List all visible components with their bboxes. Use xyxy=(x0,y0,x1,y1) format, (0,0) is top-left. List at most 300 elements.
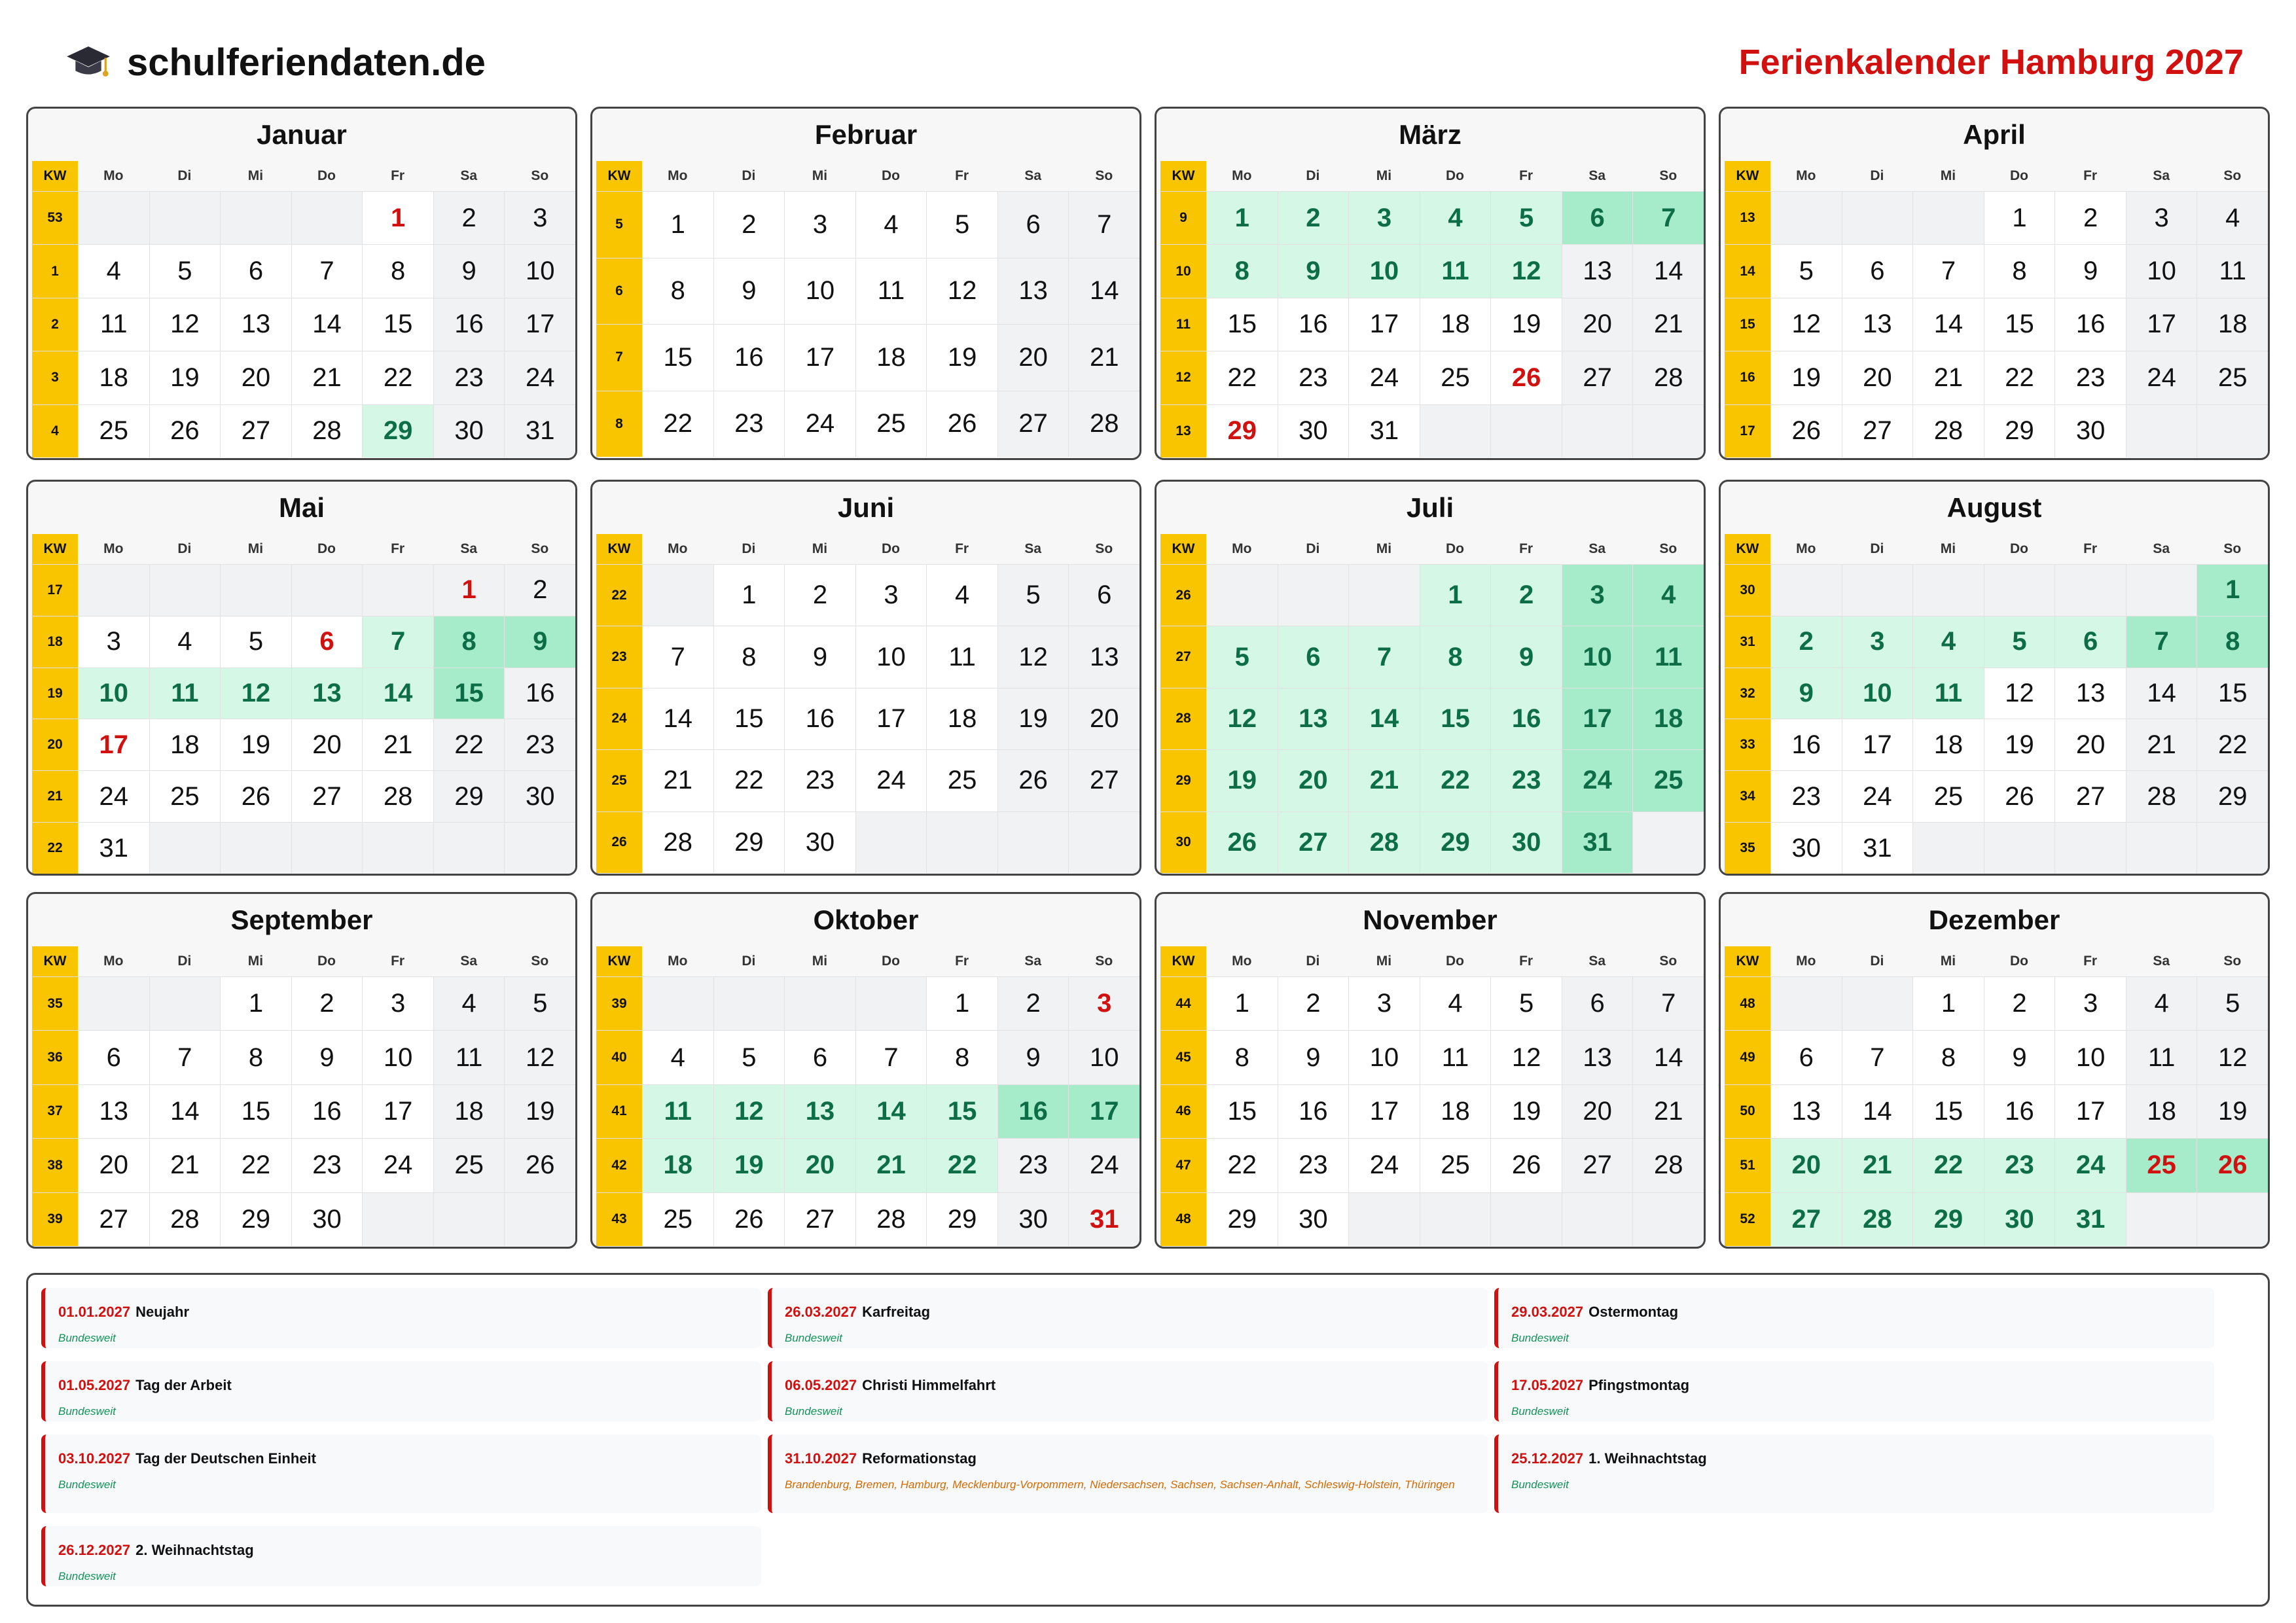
day-cell[interactable]: 24 xyxy=(1562,750,1633,811)
day-cell[interactable]: 22 xyxy=(433,719,505,770)
day-cell[interactable]: 9 xyxy=(1278,245,1349,297)
day-cell[interactable]: 28 xyxy=(1632,1139,1704,1192)
day-cell[interactable]: 20 xyxy=(78,1139,149,1192)
day-cell[interactable]: 4 xyxy=(1632,565,1704,626)
day-cell[interactable]: 13 xyxy=(784,1085,855,1138)
day-cell[interactable]: 21 xyxy=(149,1139,221,1192)
day-cell[interactable]: 1 xyxy=(362,192,433,244)
day-cell[interactable]: 2 xyxy=(291,977,363,1030)
day-cell[interactable]: 2 xyxy=(504,565,575,616)
day-cell[interactable]: 2 xyxy=(433,192,505,244)
day-cell[interactable]: 23 xyxy=(1278,351,1349,404)
day-cell[interactable]: 5 xyxy=(713,1031,785,1084)
day-cell[interactable]: 4 xyxy=(926,565,997,626)
day-cell[interactable]: 10 xyxy=(362,1031,433,1084)
day-cell[interactable]: 23 xyxy=(713,391,785,457)
day-cell[interactable]: 23 xyxy=(504,719,575,770)
day-cell[interactable]: 13 xyxy=(1842,298,1913,351)
day-cell[interactable]: 9 xyxy=(1770,668,1842,719)
day-cell[interactable]: 27 xyxy=(1842,405,1913,457)
day-cell[interactable]: 25 xyxy=(2197,351,2268,404)
day-cell[interactable]: 17 xyxy=(855,688,927,749)
day-cell[interactable]: 11 xyxy=(433,1031,505,1084)
day-cell[interactable]: 18 xyxy=(1912,719,1984,770)
day-cell[interactable]: 10 xyxy=(855,626,927,687)
day-cell[interactable]: 26 xyxy=(713,1193,785,1246)
day-cell[interactable]: 12 xyxy=(1490,245,1562,297)
day-cell[interactable]: 4 xyxy=(78,245,149,297)
day-cell[interactable]: 7 xyxy=(1068,192,1139,258)
day-cell[interactable]: 22 xyxy=(1912,1139,1984,1192)
day-cell[interactable]: 3 xyxy=(504,192,575,244)
day-cell[interactable]: 11 xyxy=(2197,245,2268,297)
day-cell[interactable]: 1 xyxy=(642,192,713,258)
day-cell[interactable]: 10 xyxy=(1562,626,1633,687)
day-cell[interactable]: 25 xyxy=(149,771,221,822)
day-cell[interactable]: 16 xyxy=(433,298,505,351)
day-cell[interactable]: 19 xyxy=(149,351,221,404)
day-cell[interactable]: 13 xyxy=(220,298,291,351)
day-cell[interactable]: 3 xyxy=(362,977,433,1030)
day-cell[interactable]: 6 xyxy=(291,616,363,668)
day-cell[interactable]: 29 xyxy=(2197,771,2268,822)
day-cell[interactable]: 4 xyxy=(149,616,221,668)
day-cell[interactable]: 19 xyxy=(997,688,1069,749)
day-cell[interactable]: 25 xyxy=(1420,1139,1491,1192)
day-cell[interactable]: 27 xyxy=(78,1193,149,1246)
day-cell[interactable]: 8 xyxy=(642,259,713,325)
day-cell[interactable]: 1 xyxy=(1420,565,1491,626)
day-cell[interactable]: 5 xyxy=(149,245,221,297)
day-cell[interactable]: 24 xyxy=(855,750,927,811)
day-cell[interactable]: 25 xyxy=(78,405,149,457)
day-cell[interactable]: 26 xyxy=(1770,405,1842,457)
day-cell[interactable]: 27 xyxy=(997,391,1069,457)
day-cell[interactable]: 3 xyxy=(1562,565,1633,626)
day-cell[interactable]: 15 xyxy=(1206,1085,1278,1138)
day-cell[interactable]: 15 xyxy=(1420,688,1491,749)
day-cell[interactable]: 20 xyxy=(1562,1085,1633,1138)
day-cell[interactable]: 27 xyxy=(220,405,291,457)
day-cell[interactable]: 15 xyxy=(926,1085,997,1138)
day-cell[interactable]: 12 xyxy=(149,298,221,351)
day-cell[interactable]: 19 xyxy=(1984,719,2055,770)
day-cell[interactable]: 20 xyxy=(997,325,1069,391)
day-cell[interactable]: 26 xyxy=(1984,771,2055,822)
day-cell[interactable]: 25 xyxy=(1420,351,1491,404)
day-cell[interactable]: 30 xyxy=(1278,405,1349,457)
day-cell[interactable]: 15 xyxy=(642,325,713,391)
day-cell[interactable]: 14 xyxy=(2126,668,2197,719)
day-cell[interactable]: 5 xyxy=(997,565,1069,626)
day-cell[interactable]: 14 xyxy=(642,688,713,749)
day-cell[interactable]: 1 xyxy=(1984,192,2055,244)
day-cell[interactable]: 26 xyxy=(997,750,1069,811)
day-cell[interactable]: 24 xyxy=(784,391,855,457)
day-cell[interactable]: 5 xyxy=(1770,245,1842,297)
day-cell[interactable]: 24 xyxy=(2126,351,2197,404)
day-cell[interactable]: 18 xyxy=(78,351,149,404)
day-cell[interactable]: 30 xyxy=(504,771,575,822)
day-cell[interactable]: 1 xyxy=(713,565,785,626)
day-cell[interactable]: 6 xyxy=(1278,626,1349,687)
day-cell[interactable]: 8 xyxy=(926,1031,997,1084)
day-cell[interactable]: 2 xyxy=(1490,565,1562,626)
day-cell[interactable]: 18 xyxy=(926,688,997,749)
day-cell[interactable]: 21 xyxy=(2126,719,2197,770)
day-cell[interactable]: 20 xyxy=(1278,750,1349,811)
day-cell[interactable]: 26 xyxy=(220,771,291,822)
day-cell[interactable]: 31 xyxy=(1068,1193,1139,1246)
day-cell[interactable]: 23 xyxy=(997,1139,1069,1192)
day-cell[interactable]: 11 xyxy=(642,1085,713,1138)
day-cell[interactable]: 9 xyxy=(784,626,855,687)
day-cell[interactable]: 11 xyxy=(855,259,927,325)
day-cell[interactable]: 4 xyxy=(1912,616,1984,668)
day-cell[interactable]: 8 xyxy=(1420,626,1491,687)
day-cell[interactable]: 28 xyxy=(1842,1193,1913,1246)
day-cell[interactable]: 21 xyxy=(362,719,433,770)
day-cell[interactable]: 4 xyxy=(433,977,505,1030)
day-cell[interactable]: 6 xyxy=(1562,192,1633,244)
day-cell[interactable]: 16 xyxy=(2054,298,2126,351)
day-cell[interactable]: 26 xyxy=(1490,351,1562,404)
day-cell[interactable]: 5 xyxy=(1490,977,1562,1030)
day-cell[interactable]: 28 xyxy=(149,1193,221,1246)
day-cell[interactable]: 29 xyxy=(220,1193,291,1246)
day-cell[interactable]: 27 xyxy=(784,1193,855,1246)
day-cell[interactable]: 15 xyxy=(1206,298,1278,351)
day-cell[interactable]: 24 xyxy=(1348,351,1420,404)
day-cell[interactable]: 10 xyxy=(2126,245,2197,297)
day-cell[interactable]: 26 xyxy=(504,1139,575,1192)
day-cell[interactable]: 31 xyxy=(1562,812,1633,873)
day-cell[interactable]: 17 xyxy=(362,1085,433,1138)
day-cell[interactable]: 25 xyxy=(1632,750,1704,811)
day-cell[interactable]: 30 xyxy=(1490,812,1562,873)
day-cell[interactable]: 21 xyxy=(642,750,713,811)
day-cell[interactable]: 12 xyxy=(713,1085,785,1138)
day-cell[interactable]: 22 xyxy=(1206,1139,1278,1192)
day-cell[interactable]: 19 xyxy=(220,719,291,770)
day-cell[interactable]: 21 xyxy=(1912,351,1984,404)
day-cell[interactable]: 10 xyxy=(1842,668,1913,719)
day-cell[interactable]: 18 xyxy=(433,1085,505,1138)
day-cell[interactable]: 10 xyxy=(504,245,575,297)
day-cell[interactable]: 14 xyxy=(362,668,433,719)
day-cell[interactable]: 19 xyxy=(2197,1085,2268,1138)
day-cell[interactable]: 7 xyxy=(149,1031,221,1084)
day-cell[interactable]: 11 xyxy=(78,298,149,351)
day-cell[interactable]: 9 xyxy=(1984,1031,2055,1084)
day-cell[interactable]: 25 xyxy=(926,750,997,811)
day-cell[interactable]: 30 xyxy=(433,405,505,457)
day-cell[interactable]: 14 xyxy=(855,1085,927,1138)
day-cell[interactable]: 8 xyxy=(1206,245,1278,297)
day-cell[interactable]: 16 xyxy=(1770,719,1842,770)
day-cell[interactable]: 23 xyxy=(2054,351,2126,404)
day-cell[interactable]: 28 xyxy=(1348,812,1420,873)
day-cell[interactable]: 3 xyxy=(1348,192,1420,244)
day-cell[interactable]: 10 xyxy=(78,668,149,719)
day-cell[interactable]: 29 xyxy=(1420,812,1491,873)
day-cell[interactable]: 3 xyxy=(1068,977,1139,1030)
day-cell[interactable]: 6 xyxy=(220,245,291,297)
day-cell[interactable]: 15 xyxy=(2197,668,2268,719)
day-cell[interactable]: 5 xyxy=(504,977,575,1030)
day-cell[interactable]: 6 xyxy=(2054,616,2126,668)
day-cell[interactable]: 15 xyxy=(220,1085,291,1138)
day-cell[interactable]: 12 xyxy=(220,668,291,719)
day-cell[interactable]: 22 xyxy=(220,1139,291,1192)
day-cell[interactable]: 31 xyxy=(1348,405,1420,457)
day-cell[interactable]: 14 xyxy=(149,1085,221,1138)
day-cell[interactable]: 25 xyxy=(642,1193,713,1246)
day-cell[interactable]: 7 xyxy=(1912,245,1984,297)
day-cell[interactable]: 14 xyxy=(1632,1031,1704,1084)
day-cell[interactable]: 30 xyxy=(2054,405,2126,457)
day-cell[interactable]: 27 xyxy=(1562,351,1633,404)
day-cell[interactable]: 1 xyxy=(1206,977,1278,1030)
day-cell[interactable]: 18 xyxy=(1420,298,1491,351)
day-cell[interactable]: 19 xyxy=(1490,1085,1562,1138)
day-cell[interactable]: 7 xyxy=(291,245,363,297)
day-cell[interactable]: 8 xyxy=(220,1031,291,1084)
day-cell[interactable]: 30 xyxy=(1770,823,1842,874)
day-cell[interactable]: 17 xyxy=(1068,1085,1139,1138)
day-cell[interactable]: 3 xyxy=(855,565,927,626)
day-cell[interactable]: 28 xyxy=(1632,351,1704,404)
day-cell[interactable]: 5 xyxy=(2197,977,2268,1030)
day-cell[interactable]: 16 xyxy=(1278,1085,1349,1138)
day-cell[interactable]: 13 xyxy=(291,668,363,719)
day-cell[interactable]: 17 xyxy=(2054,1085,2126,1138)
day-cell[interactable]: 22 xyxy=(1420,750,1491,811)
day-cell[interactable]: 16 xyxy=(504,668,575,719)
day-cell[interactable]: 19 xyxy=(1206,750,1278,811)
day-cell[interactable]: 25 xyxy=(1912,771,1984,822)
day-cell[interactable]: 9 xyxy=(1278,1031,1349,1084)
day-cell[interactable]: 17 xyxy=(784,325,855,391)
day-cell[interactable]: 26 xyxy=(926,391,997,457)
day-cell[interactable]: 13 xyxy=(1278,688,1349,749)
day-cell[interactable]: 5 xyxy=(1984,616,2055,668)
day-cell[interactable]: 22 xyxy=(926,1139,997,1192)
day-cell[interactable]: 16 xyxy=(997,1085,1069,1138)
day-cell[interactable]: 16 xyxy=(1278,298,1349,351)
day-cell[interactable]: 28 xyxy=(1068,391,1139,457)
day-cell[interactable]: 18 xyxy=(149,719,221,770)
day-cell[interactable]: 14 xyxy=(1632,245,1704,297)
day-cell[interactable]: 7 xyxy=(2126,616,2197,668)
day-cell[interactable]: 23 xyxy=(291,1139,363,1192)
day-cell[interactable]: 9 xyxy=(433,245,505,297)
day-cell[interactable]: 6 xyxy=(997,192,1069,258)
day-cell[interactable]: 31 xyxy=(1842,823,1913,874)
day-cell[interactable]: 2 xyxy=(1984,977,2055,1030)
day-cell[interactable]: 12 xyxy=(504,1031,575,1084)
day-cell[interactable]: 2 xyxy=(1770,616,1842,668)
day-cell[interactable]: 9 xyxy=(713,259,785,325)
day-cell[interactable]: 29 xyxy=(1912,1193,1984,1246)
day-cell[interactable]: 9 xyxy=(2054,245,2126,297)
day-cell[interactable]: 21 xyxy=(1632,298,1704,351)
day-cell[interactable]: 29 xyxy=(362,405,433,457)
day-cell[interactable]: 12 xyxy=(1984,668,2055,719)
day-cell[interactable]: 31 xyxy=(2054,1193,2126,1246)
day-cell[interactable]: 6 xyxy=(1562,977,1633,1030)
day-cell[interactable]: 21 xyxy=(1348,750,1420,811)
day-cell[interactable]: 23 xyxy=(1984,1139,2055,1192)
day-cell[interactable]: 14 xyxy=(1068,259,1139,325)
day-cell[interactable]: 17 xyxy=(78,719,149,770)
day-cell[interactable]: 20 xyxy=(220,351,291,404)
day-cell[interactable]: 18 xyxy=(855,325,927,391)
day-cell[interactable]: 1 xyxy=(433,565,505,616)
day-cell[interactable]: 26 xyxy=(149,405,221,457)
day-cell[interactable]: 10 xyxy=(1348,1031,1420,1084)
day-cell[interactable]: 16 xyxy=(291,1085,363,1138)
day-cell[interactable]: 17 xyxy=(504,298,575,351)
day-cell[interactable]: 3 xyxy=(784,192,855,258)
day-cell[interactable]: 18 xyxy=(1632,688,1704,749)
day-cell[interactable]: 19 xyxy=(926,325,997,391)
day-cell[interactable]: 16 xyxy=(1984,1085,2055,1138)
day-cell[interactable]: 30 xyxy=(997,1193,1069,1246)
day-cell[interactable]: 28 xyxy=(642,812,713,873)
day-cell[interactable]: 25 xyxy=(2126,1139,2197,1192)
day-cell[interactable]: 27 xyxy=(2054,771,2126,822)
day-cell[interactable]: 11 xyxy=(1912,668,1984,719)
day-cell[interactable]: 7 xyxy=(362,616,433,668)
day-cell[interactable]: 18 xyxy=(2126,1085,2197,1138)
day-cell[interactable]: 29 xyxy=(926,1193,997,1246)
day-cell[interactable]: 4 xyxy=(1420,192,1491,244)
day-cell[interactable]: 10 xyxy=(1068,1031,1139,1084)
day-cell[interactable]: 22 xyxy=(362,351,433,404)
day-cell[interactable]: 8 xyxy=(1984,245,2055,297)
day-cell[interactable]: 29 xyxy=(1206,405,1278,457)
day-cell[interactable]: 6 xyxy=(784,1031,855,1084)
day-cell[interactable]: 24 xyxy=(362,1139,433,1192)
day-cell[interactable]: 28 xyxy=(2126,771,2197,822)
day-cell[interactable]: 20 xyxy=(2054,719,2126,770)
day-cell[interactable]: 11 xyxy=(926,626,997,687)
day-cell[interactable]: 31 xyxy=(78,823,149,874)
day-cell[interactable]: 5 xyxy=(220,616,291,668)
day-cell[interactable]: 28 xyxy=(362,771,433,822)
day-cell[interactable]: 19 xyxy=(1490,298,1562,351)
day-cell[interactable]: 1 xyxy=(1206,192,1278,244)
day-cell[interactable]: 10 xyxy=(784,259,855,325)
day-cell[interactable]: 10 xyxy=(1348,245,1420,297)
day-cell[interactable]: 5 xyxy=(926,192,997,258)
day-cell[interactable]: 21 xyxy=(1632,1085,1704,1138)
day-cell[interactable]: 16 xyxy=(784,688,855,749)
day-cell[interactable]: 26 xyxy=(1206,812,1278,873)
day-cell[interactable]: 24 xyxy=(1068,1139,1139,1192)
day-cell[interactable]: 22 xyxy=(2197,719,2268,770)
day-cell[interactable]: 25 xyxy=(855,391,927,457)
day-cell[interactable]: 17 xyxy=(1842,719,1913,770)
day-cell[interactable]: 3 xyxy=(1348,977,1420,1030)
day-cell[interactable]: 12 xyxy=(2197,1031,2268,1084)
day-cell[interactable]: 12 xyxy=(1490,1031,1562,1084)
day-cell[interactable]: 4 xyxy=(2197,192,2268,244)
day-cell[interactable]: 3 xyxy=(2054,977,2126,1030)
day-cell[interactable]: 7 xyxy=(1632,977,1704,1030)
day-cell[interactable]: 17 xyxy=(1562,688,1633,749)
day-cell[interactable]: 19 xyxy=(504,1085,575,1138)
day-cell[interactable]: 6 xyxy=(1842,245,1913,297)
day-cell[interactable]: 2 xyxy=(1278,977,1349,1030)
day-cell[interactable]: 6 xyxy=(78,1031,149,1084)
day-cell[interactable]: 8 xyxy=(1206,1031,1278,1084)
day-cell[interactable]: 16 xyxy=(1490,688,1562,749)
day-cell[interactable]: 30 xyxy=(291,1193,363,1246)
day-cell[interactable]: 9 xyxy=(997,1031,1069,1084)
day-cell[interactable]: 25 xyxy=(433,1139,505,1192)
day-cell[interactable]: 15 xyxy=(713,688,785,749)
day-cell[interactable]: 5 xyxy=(1206,626,1278,687)
day-cell[interactable]: 14 xyxy=(1842,1085,1913,1138)
day-cell[interactable]: 21 xyxy=(1842,1139,1913,1192)
day-cell[interactable]: 21 xyxy=(855,1139,927,1192)
day-cell[interactable]: 1 xyxy=(1912,977,1984,1030)
day-cell[interactable]: 23 xyxy=(1770,771,1842,822)
day-cell[interactable]: 14 xyxy=(1348,688,1420,749)
day-cell[interactable]: 8 xyxy=(362,245,433,297)
day-cell[interactable]: 1 xyxy=(926,977,997,1030)
day-cell[interactable]: 3 xyxy=(1842,616,1913,668)
day-cell[interactable]: 30 xyxy=(1278,1193,1349,1246)
day-cell[interactable]: 3 xyxy=(78,616,149,668)
day-cell[interactable]: 23 xyxy=(433,351,505,404)
day-cell[interactable]: 9 xyxy=(291,1031,363,1084)
day-cell[interactable]: 28 xyxy=(1912,405,1984,457)
day-cell[interactable]: 23 xyxy=(1490,750,1562,811)
day-cell[interactable]: 17 xyxy=(1348,298,1420,351)
day-cell[interactable]: 28 xyxy=(855,1193,927,1246)
day-cell[interactable]: 6 xyxy=(1770,1031,1842,1084)
day-cell[interactable]: 4 xyxy=(642,1031,713,1084)
day-cell[interactable]: 20 xyxy=(1770,1139,1842,1192)
day-cell[interactable]: 20 xyxy=(784,1139,855,1192)
day-cell[interactable]: 20 xyxy=(1562,298,1633,351)
day-cell[interactable]: 14 xyxy=(291,298,363,351)
day-cell[interactable]: 2 xyxy=(2054,192,2126,244)
day-cell[interactable]: 11 xyxy=(1632,626,1704,687)
day-cell[interactable]: 11 xyxy=(1420,245,1491,297)
day-cell[interactable]: 12 xyxy=(926,259,997,325)
day-cell[interactable]: 29 xyxy=(433,771,505,822)
day-cell[interactable]: 24 xyxy=(1842,771,1913,822)
day-cell[interactable]: 7 xyxy=(855,1031,927,1084)
day-cell[interactable]: 30 xyxy=(1984,1193,2055,1246)
day-cell[interactable]: 24 xyxy=(78,771,149,822)
day-cell[interactable]: 14 xyxy=(1912,298,1984,351)
day-cell[interactable]: 29 xyxy=(1206,1193,1278,1246)
day-cell[interactable]: 27 xyxy=(291,771,363,822)
day-cell[interactable]: 29 xyxy=(713,812,785,873)
day-cell[interactable]: 29 xyxy=(1984,405,2055,457)
day-cell[interactable]: 23 xyxy=(784,750,855,811)
day-cell[interactable]: 8 xyxy=(713,626,785,687)
day-cell[interactable]: 22 xyxy=(713,750,785,811)
day-cell[interactable]: 23 xyxy=(1278,1139,1349,1192)
day-cell[interactable]: 21 xyxy=(1068,325,1139,391)
day-cell[interactable]: 15 xyxy=(1912,1085,1984,1138)
